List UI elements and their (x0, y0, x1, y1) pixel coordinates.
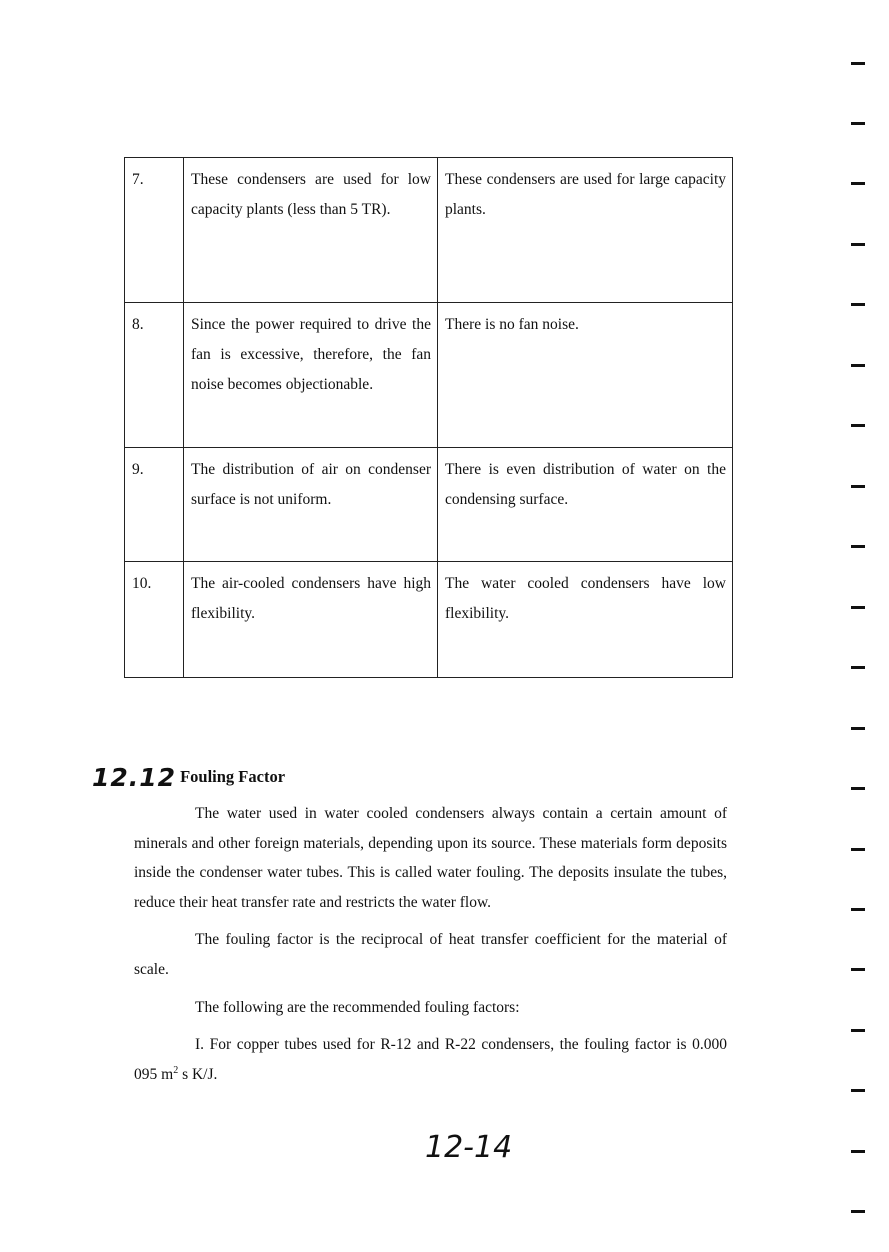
tick-mark (851, 364, 865, 367)
air-cooled-cell: Since the power required to drive the fan is excessive, therefore, the fan noise becomes objectionable. (184, 303, 438, 448)
water-cooled-cell: The water cooled condensers have low flexibility. (438, 562, 733, 678)
tick-mark (851, 727, 865, 730)
paragraph-recommended: The following are the recommended fouling factors: (195, 999, 520, 1016)
paragraph-fouling-intro: The water used in water cooled condensers always contain a certain amount of minerals and other foreign materials, depending upon its source. These materials form deposits inside the condenser water tubes. This is called water fouling. The deposits insulate the tubes, reduce their heat transfer rate and restricts the water flow. (134, 805, 727, 911)
margin-tick-marks (851, 0, 871, 1252)
tick-mark (851, 303, 865, 306)
row-number: 7. (125, 158, 184, 303)
tick-mark (851, 908, 865, 911)
section-number: 12.12 (92, 763, 177, 792)
superscript: 2 (173, 1064, 179, 1076)
tick-mark (851, 848, 865, 851)
section-title: Fouling Factor (180, 767, 286, 786)
tick-mark (851, 666, 865, 669)
tick-mark (851, 968, 865, 971)
tick-mark (851, 182, 865, 185)
water-cooled-cell: These condensers are used for large capacity plants. (438, 158, 733, 303)
tick-mark (851, 243, 865, 246)
tick-mark (851, 545, 865, 548)
page-number: 12-14 (425, 1130, 513, 1165)
table-row (125, 158, 733, 303)
paragraph-copper-tubes (134, 1030, 727, 1089)
air-cooled-cell: These condensers are used for low capacity plants (less than 5 TR). (184, 158, 438, 303)
water-cooled-cell: There is no fan noise. (438, 303, 733, 448)
row-number: 9. (125, 448, 184, 562)
row-number: 10. (125, 562, 184, 678)
tick-mark (851, 122, 865, 125)
section-heading (92, 760, 285, 792)
tick-mark (851, 1089, 865, 1092)
copper-tubes-text: I. For copper tubes used for R-12 and R-22 condensers, the fouling factor is 0.000 095 m (134, 1036, 727, 1083)
tick-mark (851, 606, 865, 609)
paragraph-fouling-definition: The fouling factor is the reciprocal of heat transfer coefficient for the material of scale. (134, 931, 727, 978)
row-number: 8. (125, 303, 184, 448)
air-cooled-cell: The distribution of air on condenser surface is not uniform. (184, 448, 438, 562)
tick-mark (851, 485, 865, 488)
comparison-table (124, 157, 733, 678)
water-cooled-cell: There is even distribution of water on the condensing surface. (438, 448, 733, 562)
table-row (125, 448, 733, 562)
unit-tail: s K/J. (178, 1065, 218, 1083)
tick-mark (851, 62, 865, 65)
tick-mark (851, 1029, 865, 1032)
air-cooled-cell: The air-cooled condensers have high flexibility. (184, 562, 438, 678)
tick-mark (851, 1210, 865, 1213)
tick-mark (851, 787, 865, 790)
tick-mark (851, 1150, 865, 1153)
tick-mark (851, 424, 865, 427)
table-row (125, 562, 733, 678)
table-row (125, 303, 733, 448)
